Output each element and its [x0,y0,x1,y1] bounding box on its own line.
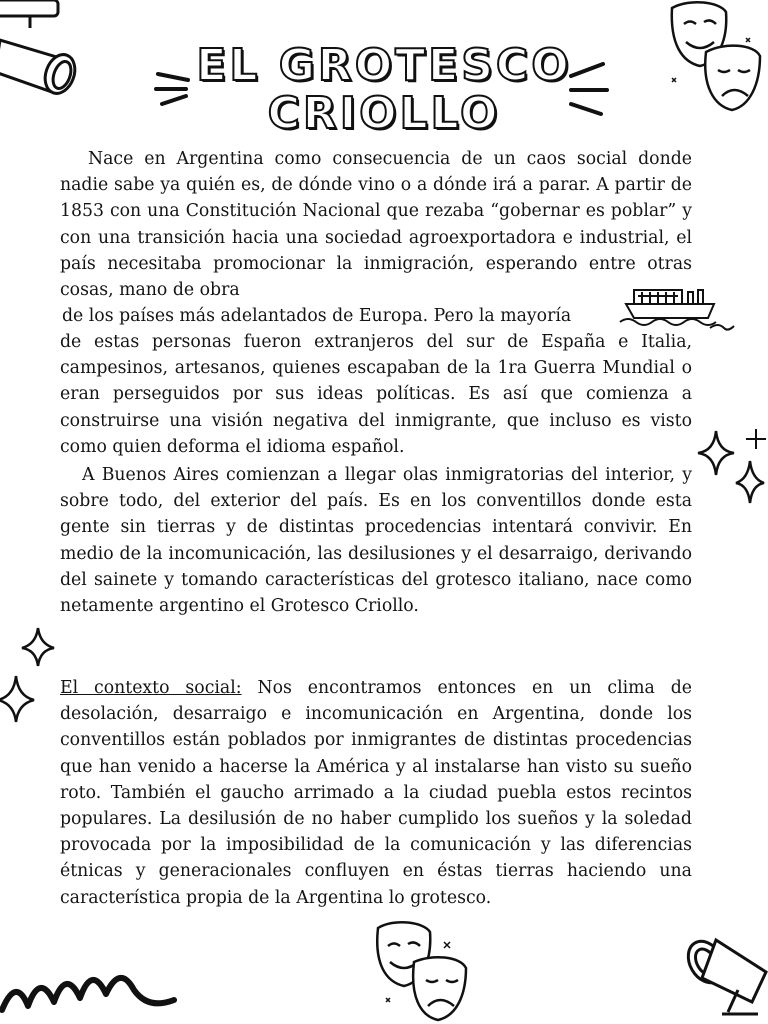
paragraph-intro: Nace en Argentina como consecuencia de un caos social donde nadie sabe ya quién es, de dónde vino o a dónde irá a parar. A partir de 1853 con una Constitución Nacional que rezaba “gobernar es poblar” y con una transición hacia una sociedad agroexportadora e industrial, el país necesitaba promocionar la inmigración, esperando entre otras cosas, mano de obra [60,149,692,301]
section-body: Nos encontramos entonces en un clima de desolación, desarraigo e incomunicación en Argentina, donde los conventillos están poblados por inmigrantes de distintas procedencias que han venido a hacerse la América y al instalarse han visto su sueño roto. También el gaucho arrimado a la ciudad puebla estos recintos populares. La desilusión de no haber cumplido los sueños y la soledad provocada por la imposibilidad de la comunicación y las diferencias étnicas y generacionales confluyen en éstas tierras haciendo una característica propia de la Argentina lo grotesco. [60,678,693,908]
paragraph-intro-end: de estas personas fueron extranjeros del sur de España e Italia, campesinos, artesanos, quienes escapaban de la 1ra Guerra Mundial o eran perseguidos por sus ideas políticas. Es así que comienza a construirse una visión negativa del inmigrante, que incluso es visto como quien deforma el idioma español. [60,332,692,457]
spotlight-icon [678,920,768,1024]
theater-masks-icon [370,920,480,1024]
paragraph-buenos-aires: A Buenos Aires comienzan a llegar olas inmigratorias del interior, y sobre todo, del exterior del país. Es en los conventillos donde esta gente sin tierras y de distintas procedencias intentará convivir. En medio de la incomunicación, las desilusiones y el desarraigo, derivando del sainete y tomando características del grotesco italiano, nace como netamente argentino el Grotesco Criollo. [60,465,692,617]
sparkle-icon [0,624,60,730]
spotlight-icon [0,0,90,110]
wave-scribble-icon [0,972,180,1024]
paragraph-intro-continued: de los países más adelantados de Europa. Pero la mayoría [62,306,572,326]
burst-lines-right-icon [565,58,615,118]
title-line-1: EL GROTESCO [196,40,572,91]
theater-masks-icon [660,0,768,118]
burst-lines-left-icon [150,62,195,112]
sparkle-icon [694,425,768,515]
section-heading: El contexto social: [60,678,242,698]
title-line-2: CRIOLLO [267,88,501,139]
section-contexto-social [60,675,692,911]
